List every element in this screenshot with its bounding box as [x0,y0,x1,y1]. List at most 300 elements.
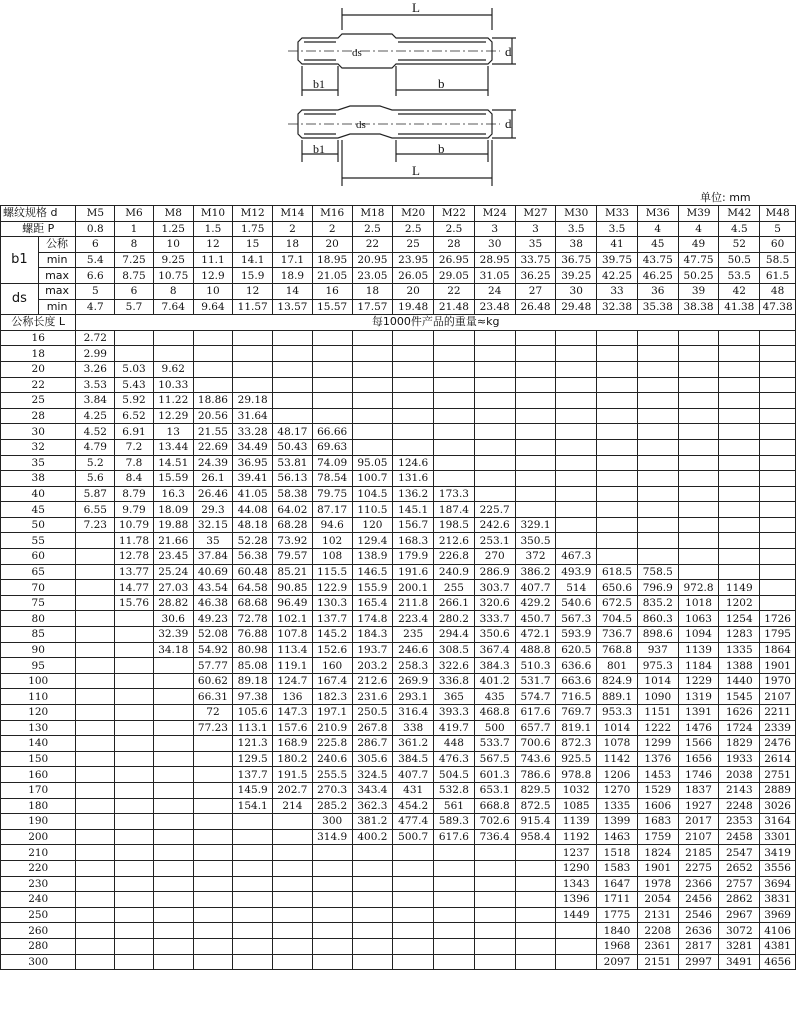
weight-cell [115,767,154,783]
pitch-cell: 5 [760,221,796,237]
weight-cell: 198.5 [434,517,475,533]
weight-cell: 37.84 [193,549,233,565]
weight-cell: 3556 [760,860,796,876]
weight-cell [434,860,475,876]
ds-max-cell: 12 [233,283,273,299]
weight-cell: 138.9 [352,549,393,565]
weight-cell: 2275 [678,860,719,876]
b1-max-cell: 31.05 [474,268,515,284]
weight-cell: 7.23 [76,517,115,533]
weight-cell [515,330,556,346]
weight-cell: 60.48 [233,564,273,580]
length-cell: 170 [1,782,76,798]
ds-min-cell: 13.57 [273,299,313,315]
weight-cell [393,330,434,346]
min-header: min [38,299,76,315]
weight-cell: 21.55 [193,424,233,440]
table-row [1,533,796,549]
weight-cell: 100.7 [352,471,393,487]
spec-cell: M36 [637,206,678,222]
ds-max-cell: 5 [76,283,115,299]
weight-cell: 618.5 [597,564,638,580]
b1-nominal-row [1,237,796,253]
weight-cell: 50.43 [273,439,313,455]
weight-cell: 1299 [637,736,678,752]
weight-cell: 574.7 [515,689,556,705]
weight-cell [273,845,313,861]
ds-min-cell: 23.48 [474,299,515,315]
weight-cell: 937 [637,642,678,658]
weight-cell [153,767,193,783]
weight-cell: 223.4 [393,611,434,627]
weight-cell [193,751,233,767]
b1-header: b1 [1,237,39,284]
weight-cell: 4381 [760,938,796,954]
weight-cell [474,424,515,440]
weight-cell: 1142 [597,751,638,767]
weight-cell: 2751 [760,767,796,783]
weight-cell [597,330,638,346]
weight-cell: 72.78 [233,611,273,627]
weight-cell: 314.9 [312,829,352,845]
weight-cell [193,798,233,814]
weight-cell: 650.6 [597,580,638,596]
weight-cell: 2107 [760,689,796,705]
dim-d-bottom: d [505,116,512,131]
weight-cell: 5.2 [76,455,115,471]
weight-cell [637,533,678,549]
ds-max-cell: 16 [312,283,352,299]
weight-title: 每1000件产品的重量≈kg [76,315,796,331]
weight-cell [678,346,719,362]
weight-cell: 182.3 [312,689,352,705]
weight-cell [434,346,475,362]
weight-cell [719,408,760,424]
weight-cell: 2017 [678,814,719,830]
weight-cell [153,705,193,721]
stud-bolt-diagram [0,0,796,186]
weight-cell: 211.8 [393,595,434,611]
weight-cell [76,533,115,549]
weight-cell: 104.5 [352,486,393,502]
weight-cell [312,954,352,970]
weight-cell [760,471,796,487]
weight-cell: 212.6 [434,533,475,549]
weight-cell: 889.1 [597,689,638,705]
weight-cell [515,471,556,487]
weight-cell: 147.3 [273,705,313,721]
weight-cell: 736.4 [474,829,515,845]
weight-cell [233,907,273,923]
weight-cell: 1032 [556,782,597,798]
weight-cell: 1229 [678,673,719,689]
weight-cell [352,892,393,908]
b1-max-cell: 61.5 [760,268,796,284]
b1-max-row [1,268,796,284]
weight-cell [678,455,719,471]
weight-cell: 11.78 [115,533,154,549]
weight-cell [760,564,796,580]
weight-cell [597,377,638,393]
ds-max-cell: 30 [556,283,597,299]
pitch-cell: 4 [678,221,719,237]
weight-cell: 258.3 [393,658,434,674]
weight-cell [760,549,796,565]
weight-cell [393,923,434,939]
weight-cell: 294.4 [434,627,475,643]
table-row [1,845,796,861]
weight-cell [193,907,233,923]
weight-cell: 137.7 [312,611,352,627]
weight-cell [76,938,115,954]
weight-cell [719,330,760,346]
b1-max-cell: 10.75 [153,268,193,284]
b1-max-cell: 53.5 [719,268,760,284]
weight-cell: 2997 [678,954,719,970]
weight-cell [233,330,273,346]
b1-max-cell: 6.6 [76,268,115,284]
weight-cell [115,673,154,689]
weight-cell [153,845,193,861]
weight-cell [193,892,233,908]
weight-cell: 1901 [760,658,796,674]
weight-cell: 7.8 [115,455,154,471]
weight-cell: 1149 [719,580,760,596]
table-row [1,471,796,487]
weight-cell [115,876,154,892]
weight-cell: 146.5 [352,564,393,580]
weight-cell [515,424,556,440]
weight-cell: 1184 [678,658,719,674]
weight-cell: 94.6 [312,517,352,533]
weight-cell [637,377,678,393]
weight-cell: 365 [434,689,475,705]
weight-cell: 52.28 [233,533,273,549]
weight-cell [193,330,233,346]
weight-cell: 253.1 [474,533,515,549]
dim-b1-bottom: b1 [313,142,325,156]
weight-cell: 716.5 [556,689,597,705]
weight-cell: 74.09 [312,455,352,471]
dim-b-top: b [438,76,445,91]
b1-nominal-cell: 45 [637,237,678,253]
table-row [1,564,796,580]
weight-cell: 872.5 [515,798,556,814]
table-row [1,346,796,362]
weight-cell: 2143 [719,782,760,798]
weight-cell [474,486,515,502]
ds-min-cell: 4.7 [76,299,115,315]
weight-cell: 1139 [556,814,597,830]
weight-cell: 255.5 [312,767,352,783]
weight-cell [760,580,796,596]
weight-cell: 2476 [760,736,796,752]
weight-cell: 13 [153,424,193,440]
weight-cell [434,892,475,908]
b1-min-cell: 43.75 [637,252,678,268]
weight-cell [193,860,233,876]
weight-cell [678,330,719,346]
length-cell: 60 [1,549,76,565]
pitch-cell: 1.5 [193,221,233,237]
weight-cell: 1094 [678,627,719,643]
weight-cell [760,486,796,502]
weight-cell: 145.9 [233,782,273,798]
ds-min-cell: 9.64 [193,299,233,315]
weight-cell: 925.5 [556,751,597,767]
weight-cell [273,954,313,970]
length-cell: 30 [1,424,76,440]
weight-cell: 1824 [637,845,678,861]
weight-cell: 280.2 [434,611,475,627]
weight-cell: 303.7 [474,580,515,596]
weight-cell: 407.7 [393,767,434,783]
table-row [1,876,796,892]
weight-cell [193,954,233,970]
weight-cell: 179.9 [393,549,434,565]
weight-cell: 270.3 [312,782,352,798]
weight-cell [153,938,193,954]
weight-cell: 3.53 [76,377,115,393]
weight-cell: 801 [597,658,638,674]
pitch-cell: 4 [637,221,678,237]
b1-nominal-cell: 60 [760,237,796,253]
weight-cell [393,860,434,876]
weight-cell: 372 [515,549,556,565]
weight-cell [597,502,638,518]
b1-min-cell: 9.25 [153,252,193,268]
ds-min-cell: 21.48 [434,299,475,315]
weight-cell [76,767,115,783]
weight-cell: 329.1 [515,517,556,533]
weight-cell: 1078 [597,736,638,752]
weight-cell [153,673,193,689]
weight-cell: 1237 [556,845,597,861]
weight-cell: 64.58 [233,580,273,596]
b1-min-cell: 5.4 [76,252,115,268]
weight-cell: 1254 [719,611,760,627]
weight-cell [474,408,515,424]
weight-cell: 2038 [719,767,760,783]
weight-cell [434,439,475,455]
weight-cell [76,580,115,596]
weight-cell: 1090 [637,689,678,705]
weight-cell: 758.5 [637,564,678,580]
weight-cell: 493.9 [556,564,597,580]
weight-cell: 333.7 [474,611,515,627]
ds-min-cell: 32.38 [597,299,638,315]
length-header: 公称长度 L [1,315,76,331]
weight-cell: 49.23 [193,611,233,627]
weight-cell: 663.6 [556,673,597,689]
length-cell: 130 [1,720,76,736]
ds-min-cell: 17.57 [352,299,393,315]
weight-cell [76,611,115,627]
weight-cell [719,471,760,487]
weight-cell: 34.18 [153,642,193,658]
weight-cell: 338 [393,720,434,736]
b1-nominal-cell: 35 [515,237,556,253]
weight-cell: 393.3 [434,705,475,721]
weight-cell [273,814,313,830]
weight-cell [515,455,556,471]
weight-cell: 300 [312,814,352,830]
weight-cell [115,720,154,736]
weight-cell: 1396 [556,892,597,908]
weight-cell [115,705,154,721]
table-row [1,767,796,783]
length-cell: 28 [1,408,76,424]
weight-cell: 743.6 [515,751,556,767]
weight-cell: 48.17 [273,424,313,440]
weight-cell [678,517,719,533]
table-row [1,408,796,424]
weight-cell: 191.6 [393,564,434,580]
weight-cell: 122.9 [312,580,352,596]
weight-cell [312,860,352,876]
weight-cell: 668.8 [474,798,515,814]
weight-cell: 4106 [760,923,796,939]
b1-max-cell: 46.25 [637,268,678,284]
weight-cell [393,377,434,393]
dim-L-bottom: L [412,163,420,178]
weight-cell [273,377,313,393]
weight-cell: 154.1 [233,798,273,814]
weight-cell [719,361,760,377]
ds-max-cell: 10 [193,283,233,299]
weight-cell [637,346,678,362]
weight-cell: 2967 [719,907,760,923]
weight-cell: 7.2 [115,439,154,455]
weight-cell [115,627,154,643]
weight-cell: 293.1 [393,689,434,705]
length-cell: 260 [1,923,76,939]
length-cell: 230 [1,876,76,892]
length-cell: 190 [1,814,76,830]
weight-cell: 435 [474,689,515,705]
weight-cell: 28.82 [153,595,193,611]
weight-cell [434,377,475,393]
weight-cell: 36.95 [233,455,273,471]
b1-min-cell: 18.95 [312,252,352,268]
weight-cell: 145.1 [393,502,434,518]
weight-cell: 225.8 [312,736,352,752]
weight-cell: 450.7 [515,611,556,627]
table-row [1,736,796,752]
weight-cell: 1202 [719,595,760,611]
weight-cell [115,907,154,923]
weight-cell [597,517,638,533]
weight-cell [719,517,760,533]
weight-cell [637,330,678,346]
table-row [1,486,796,502]
ds-max-cell: 39 [678,283,719,299]
weight-cell: 1391 [678,705,719,721]
dim-d-top: d [505,44,512,59]
length-cell: 200 [1,829,76,845]
weight-cell: 53.81 [273,455,313,471]
table-row [1,627,796,643]
table-row [1,658,796,674]
spec-cell: M24 [474,206,515,222]
weight-cell: 250.5 [352,705,393,721]
weight-cell [434,938,475,954]
weight-cell [76,549,115,565]
weight-cell: 180.2 [273,751,313,767]
weight-cell: 3831 [760,892,796,908]
weight-cell [760,393,796,409]
weight-cell: 137.7 [233,767,273,783]
length-cell: 210 [1,845,76,861]
weight-cell: 246.6 [393,642,434,658]
weight-cell [678,533,719,549]
table-row [1,689,796,705]
spec-cell: M10 [193,206,233,222]
weight-cell: 1399 [597,814,638,830]
weight-cell [678,393,719,409]
pitch-cell: 3.5 [597,221,638,237]
weight-cell: 1840 [597,923,638,939]
length-cell: 100 [1,673,76,689]
weight-cell [352,361,393,377]
weight-cell: 3301 [760,829,796,845]
spec-cell: M48 [760,206,796,222]
weight-cell [153,907,193,923]
weight-cell: 32.39 [153,627,193,643]
weight-cell: 266.1 [434,595,475,611]
length-cell: 280 [1,938,76,954]
table-row [1,720,796,736]
weight-cell [153,923,193,939]
weight-cell: 1726 [760,611,796,627]
weight-cell: 488.8 [515,642,556,658]
weight-cell [678,471,719,487]
weight-cell [474,330,515,346]
weight-cell: 429.2 [515,595,556,611]
weight-cell: 1647 [597,876,638,892]
weight-cell [515,954,556,970]
ds-min-cell: 38.38 [678,299,719,315]
weight-cell [597,361,638,377]
weight-cell: 401.2 [474,673,515,689]
weight-cell: 235 [393,627,434,643]
weight-cell [393,408,434,424]
length-cell: 90 [1,642,76,658]
weight-cell [115,860,154,876]
weight-cell: 657.7 [515,720,556,736]
weight-cell: 78.54 [312,471,352,487]
weight-cell [597,424,638,440]
weight-cell: 108 [312,549,352,565]
spec-cell: M30 [556,206,597,222]
weight-cell: 819.1 [556,720,597,736]
weight-cell [76,782,115,798]
weight-cell [474,923,515,939]
table-row [1,424,796,440]
weight-cell: 1927 [678,798,719,814]
weight-cell: 157.6 [273,720,313,736]
weight-cell [637,455,678,471]
weight-cell: 48.18 [233,517,273,533]
weight-cell [515,845,556,861]
weight-cell: 620.5 [556,642,597,658]
pitch-header: 螺距 P [1,221,76,237]
weight-cell: 1290 [556,860,597,876]
weight-cell: 191.5 [273,767,313,783]
weight-cell: 1453 [637,767,678,783]
weight-cell: 567.3 [556,611,597,627]
b1-nominal-cell: 25 [393,237,434,253]
